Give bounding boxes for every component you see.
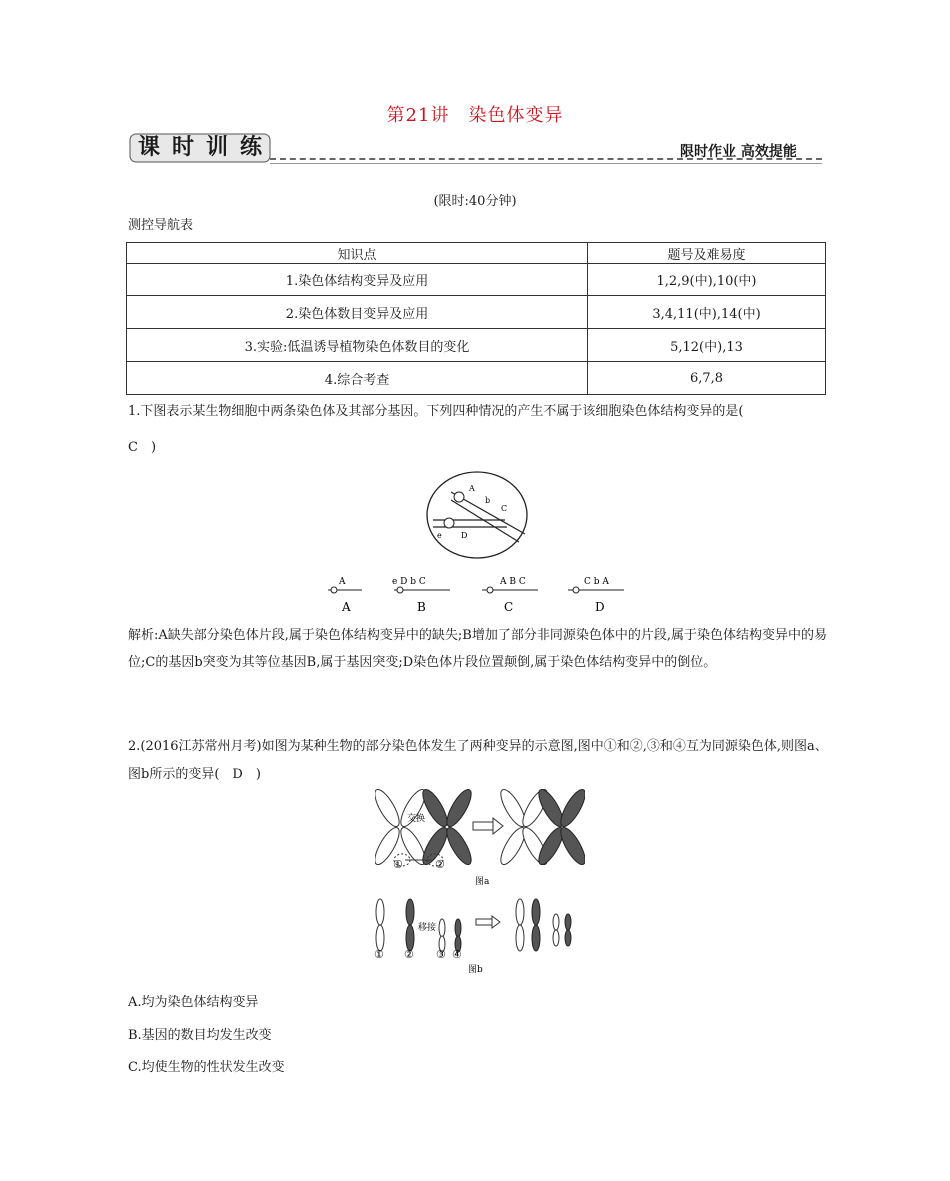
table-cell: 1,2,9(中),10(中) bbox=[588, 264, 826, 296]
fig-b-mark: ② bbox=[404, 948, 414, 961]
option-letter: B bbox=[417, 600, 426, 614]
option-diagrams bbox=[320, 572, 640, 618]
option-a-diagram bbox=[328, 577, 362, 614]
page-title: 第21讲 染色体变异 bbox=[386, 105, 564, 126]
option-genes: C b A bbox=[584, 577, 609, 587]
table-cell: 1.染色体结构变异及应用 bbox=[127, 264, 588, 296]
question-2-text: 2.(2016江苏常州月考)如图为某种生物的部分染色体发生了两种变异的示意图,图中①和②,③和④互为同源染色体,则图a、图b所示的变异( D ) bbox=[128, 739, 828, 782]
table-cell: 4.综合考查 bbox=[127, 362, 588, 395]
question-1-answer: C ) bbox=[128, 440, 157, 455]
option-c: C.均使生物的性状发生改变 bbox=[128, 1060, 285, 1075]
cell-diagram bbox=[425, 470, 530, 560]
nav-table bbox=[126, 242, 826, 395]
fig-a-caption: 图a bbox=[475, 877, 490, 887]
nav-table-title: 测控导航表 bbox=[128, 218, 194, 233]
option-a: A.均为染色体结构变异 bbox=[128, 995, 259, 1010]
gene-label: e bbox=[437, 531, 442, 540]
gene-label: D bbox=[461, 531, 468, 540]
fig-b-mark: ① bbox=[374, 948, 384, 961]
banner-char: 时 bbox=[171, 134, 194, 160]
header-divider-thin bbox=[270, 163, 822, 164]
option-b: B.基因的数目均发生改变 bbox=[128, 1028, 272, 1043]
option-c-diagram bbox=[482, 577, 538, 614]
banner-char: 练 bbox=[239, 134, 262, 160]
gene-label: C bbox=[501, 504, 508, 513]
table-cell: 6,7,8 bbox=[588, 362, 826, 395]
table-cell: 3,4,11(中),14(中) bbox=[588, 296, 826, 329]
table-cell: 3.实验:低温诱导植物染色体数目的变化 bbox=[127, 329, 588, 362]
gene-label: b bbox=[485, 496, 491, 505]
option-genes: A bbox=[339, 577, 346, 587]
fig-b-mark: ④ bbox=[452, 948, 462, 961]
fig-b-caption: 图b bbox=[468, 965, 483, 975]
option-letter: A bbox=[342, 600, 351, 614]
fig-b-label: 移接 bbox=[418, 923, 437, 933]
table-row bbox=[127, 296, 826, 329]
table-row bbox=[127, 329, 826, 362]
table-cell: 2.染色体数目变异及应用 bbox=[127, 296, 588, 329]
option-genes: e D b C bbox=[392, 577, 426, 587]
fig-a-label: 交换 bbox=[407, 814, 426, 824]
time-limit: (限时:40分钟) bbox=[433, 194, 517, 209]
header-divider bbox=[270, 158, 822, 160]
banner-char: 训 bbox=[205, 134, 228, 160]
gene-label: A bbox=[469, 484, 475, 493]
fig-a-mark: ① bbox=[393, 858, 403, 871]
table-header: 题号及难易度 bbox=[588, 243, 826, 264]
option-b-diagram bbox=[392, 577, 450, 614]
option-d-diagram bbox=[568, 577, 624, 614]
option-letter: D bbox=[595, 600, 605, 614]
table-row bbox=[127, 362, 826, 395]
table-header-row bbox=[127, 243, 826, 264]
table-row bbox=[127, 264, 826, 296]
option-letter: C bbox=[504, 600, 514, 614]
figure-a bbox=[375, 788, 585, 888]
section-banner bbox=[128, 130, 264, 160]
fig-a-mark: ② bbox=[435, 858, 445, 871]
header-tag: 限时作业 高效提能 bbox=[680, 144, 797, 160]
table-cell: 5,12(中),13 bbox=[588, 329, 826, 362]
banner-char: 课 bbox=[137, 134, 160, 160]
option-genes: A B C bbox=[500, 577, 526, 587]
figure-b bbox=[370, 898, 580, 976]
table-header: 知识点 bbox=[127, 243, 588, 264]
question-1-text: 1.下图表示某生物细胞中两条染色体及其部分基因。下列四种情况的产生不属于该细胞染色体结构变异的是( bbox=[128, 404, 744, 419]
fig-b-mark: ③ bbox=[436, 948, 446, 961]
question-1-explanation: 解析:A缺失部分染色体片段,属于染色体结构变异中的缺失;B增加了部分非同源染色体中的片段,属于染色体结构变异中的易位;C的基因b突变为其等位基因B,属于基因突变;D染色体片段位置颠倒,属于染色体结构变异中的倒位。 bbox=[128, 628, 827, 670]
